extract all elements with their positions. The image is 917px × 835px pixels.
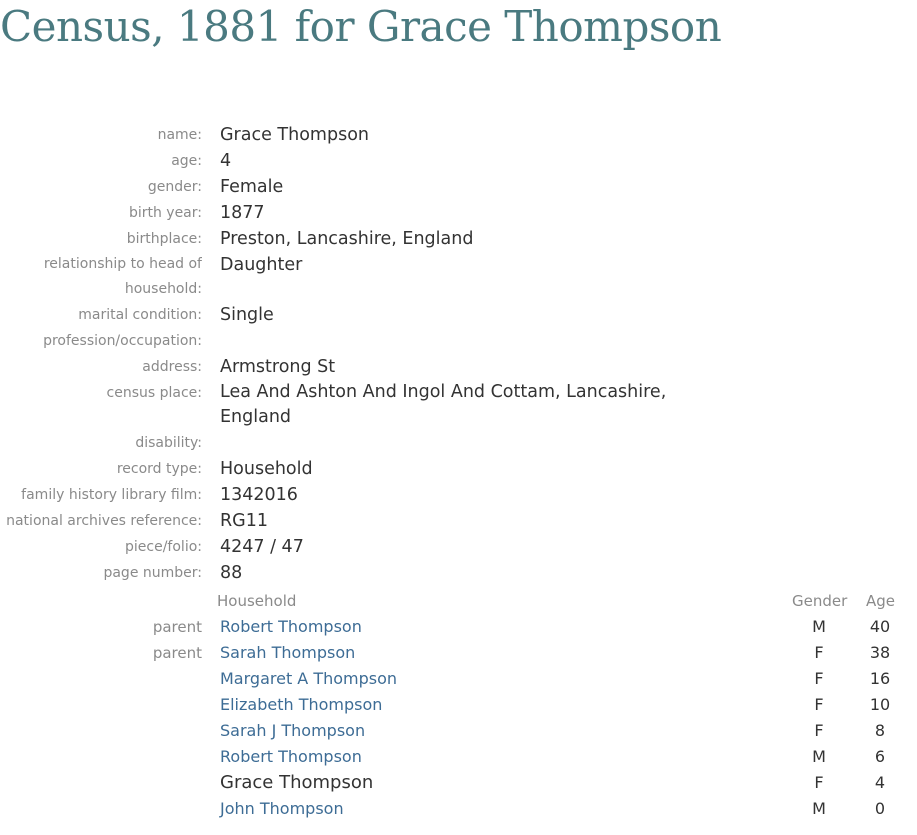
- household-row: [0, 692, 917, 718]
- member-gender: F: [814, 669, 824, 688]
- fact-value: Daughter: [220, 255, 303, 275]
- fact-value: [220, 328, 720, 354]
- member-relation: parent: [152, 644, 202, 662]
- member-name-link[interactable]: Sarah J Thompson: [220, 721, 366, 740]
- gender-column-header: Gender: [792, 592, 848, 610]
- fact-row-page-number: [0, 560, 720, 586]
- fact-value: 4247 / 47: [220, 537, 304, 557]
- fact-value: Armstrong St: [220, 357, 336, 377]
- fact-label: piece/folio:: [125, 539, 202, 555]
- member-name: Grace Thompson: [220, 772, 374, 793]
- page-title: Census, 1881 for Grace Thompson: [0, 2, 722, 51]
- fact-row-name: [0, 122, 720, 148]
- household-row: [0, 614, 917, 640]
- fact-row-marital-condition: [0, 302, 720, 328]
- fact-row-relationship: [0, 252, 720, 302]
- member-age: 8: [874, 721, 886, 740]
- member-gender: M: [812, 747, 826, 766]
- household-header: [0, 590, 917, 614]
- fact-value: Household: [220, 459, 313, 479]
- fact-value: Grace Thompson: [220, 125, 369, 145]
- household-row: [0, 666, 917, 692]
- fact-label: marital condition:: [78, 307, 202, 323]
- household-row: [0, 744, 917, 770]
- fact-row-piece-folio: [0, 534, 720, 560]
- fact-label: census place:: [106, 385, 202, 401]
- fact-label: address:: [142, 359, 202, 375]
- fact-label: page number:: [103, 565, 202, 581]
- household-row: [0, 640, 917, 666]
- household-table: [0, 590, 917, 822]
- member-relation: parent: [152, 618, 202, 636]
- fact-label: profession/occupation:: [43, 333, 202, 349]
- fact-label: relationship to head of household:: [43, 256, 202, 297]
- fact-value: 88: [220, 563, 243, 583]
- fact-value: 1877: [220, 203, 265, 223]
- fact-row-archives-reference: [0, 508, 720, 534]
- age-column-header: Age: [866, 592, 896, 610]
- member-name-link[interactable]: Robert Thompson: [220, 617, 362, 636]
- fact-label: birth year:: [128, 205, 202, 221]
- member-gender: F: [814, 773, 824, 792]
- fact-value: 1342016: [220, 485, 298, 505]
- record-facts: [0, 122, 720, 586]
- household-column-header: Household: [217, 592, 297, 610]
- fact-value: Female: [220, 177, 284, 197]
- member-age: 40: [869, 617, 891, 636]
- fact-value: 4: [220, 151, 232, 171]
- fact-label: gender:: [147, 179, 202, 195]
- member-name-link[interactable]: Elizabeth Thompson: [220, 695, 383, 714]
- fact-row-census-place: [0, 380, 720, 430]
- member-age: 10: [869, 695, 891, 714]
- household-row: [0, 796, 917, 822]
- member-age: 6: [874, 747, 886, 766]
- member-name-link[interactable]: Margaret A Thompson: [220, 669, 398, 688]
- member-age: 4: [874, 773, 886, 792]
- fact-label: national archives reference:: [6, 513, 202, 529]
- fact-row-disability: [0, 430, 720, 456]
- fact-row-film: [0, 482, 720, 508]
- fact-value: [220, 430, 720, 456]
- member-age: 38: [869, 643, 891, 662]
- fact-label: age:: [171, 153, 202, 169]
- fact-label: family history library film:: [21, 487, 202, 503]
- member-name-link[interactable]: John Thompson: [220, 799, 344, 818]
- fact-label: name:: [157, 127, 202, 143]
- member-name-link[interactable]: Robert Thompson: [220, 747, 362, 766]
- fact-row-age: [0, 148, 720, 174]
- fact-label: disability:: [135, 435, 202, 451]
- member-name-link[interactable]: Sarah Thompson: [220, 643, 356, 662]
- fact-value: Lea And Ashton And Ingol And Cottam, Lancashire, England: [220, 382, 667, 427]
- member-gender: F: [814, 721, 824, 740]
- member-gender: M: [812, 617, 826, 636]
- member-age: 0: [874, 799, 886, 818]
- household-row-current-person: [0, 770, 917, 796]
- member-gender: F: [814, 643, 824, 662]
- household-row: [0, 718, 917, 744]
- fact-row-birth-year: [0, 200, 720, 226]
- fact-row-address: [0, 354, 720, 380]
- fact-row-occupation: [0, 328, 720, 354]
- fact-value: Single: [220, 305, 274, 325]
- fact-row-record-type: [0, 456, 720, 482]
- fact-label: record type:: [116, 461, 202, 477]
- fact-label: birthplace:: [126, 231, 202, 247]
- fact-row-birthplace: [0, 226, 720, 252]
- fact-value: RG11: [220, 511, 268, 531]
- fact-value: Preston, Lancashire, England: [220, 229, 474, 249]
- member-age: 16: [869, 669, 891, 688]
- fact-row-gender: [0, 174, 720, 200]
- member-gender: F: [814, 695, 824, 714]
- member-gender: M: [812, 799, 826, 818]
